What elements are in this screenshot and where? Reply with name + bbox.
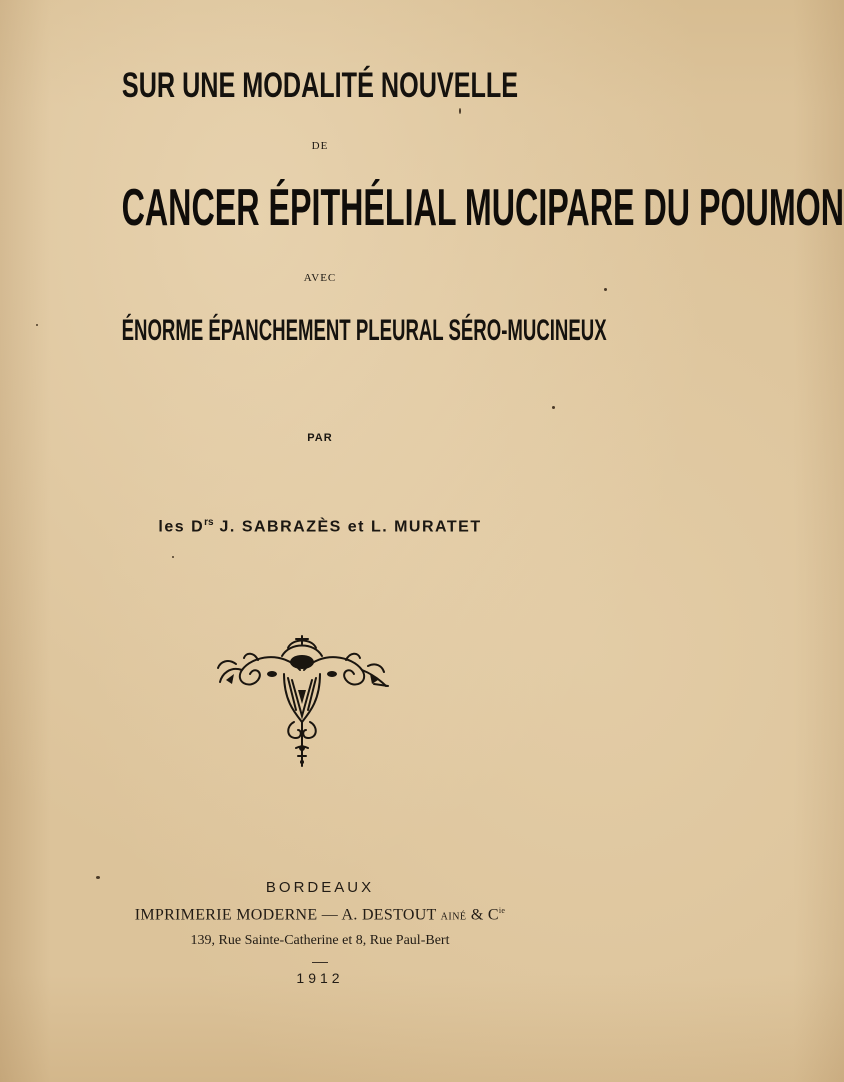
paper-speck <box>459 108 461 114</box>
paper-speck <box>96 876 100 879</box>
title-connector-de: DE <box>311 140 329 152</box>
paper-speck <box>552 406 555 409</box>
printer-aine: AINÉ <box>440 911 467 923</box>
paper-speck <box>604 288 607 291</box>
printer-amp: & C <box>466 906 499 924</box>
imprint-city: BORDEAUX <box>265 879 375 896</box>
imprint-address: 139, Rue Sainte-Catherine et 8, Rue Paul-Bert <box>190 933 450 948</box>
title-connector-avec: AVEC <box>303 272 337 284</box>
imprint-divider <box>312 962 328 963</box>
title-line-1: SUR UNE MODALITÉ NOUVELLE <box>121 66 519 105</box>
paper-speck <box>36 324 38 326</box>
title-line-2: CANCER ÉPITHÉLIAL MUCIPARE DU POUMON <box>121 179 844 237</box>
printer-main: IMPRIMERIE MODERNE — A. DESTOUT <box>134 906 441 924</box>
authors-names: J. SABRAZÈS et L. MURATET <box>213 518 482 536</box>
title-line-3: ÉNORME ÉPANCHEMENT PLEURAL SÉRO-MUCINEUX <box>121 314 607 347</box>
printer-sup: ie <box>498 906 506 915</box>
imprint-year: 1912 <box>296 970 344 986</box>
authors-prefix: les D <box>158 518 205 536</box>
imprint-printer <box>0 906 640 924</box>
byline-par: PAR <box>307 432 333 444</box>
floral-vignette-icon <box>212 630 392 770</box>
authors-line <box>0 517 640 536</box>
paper-speck <box>172 556 174 558</box>
authors-superscript: rs <box>204 517 214 528</box>
